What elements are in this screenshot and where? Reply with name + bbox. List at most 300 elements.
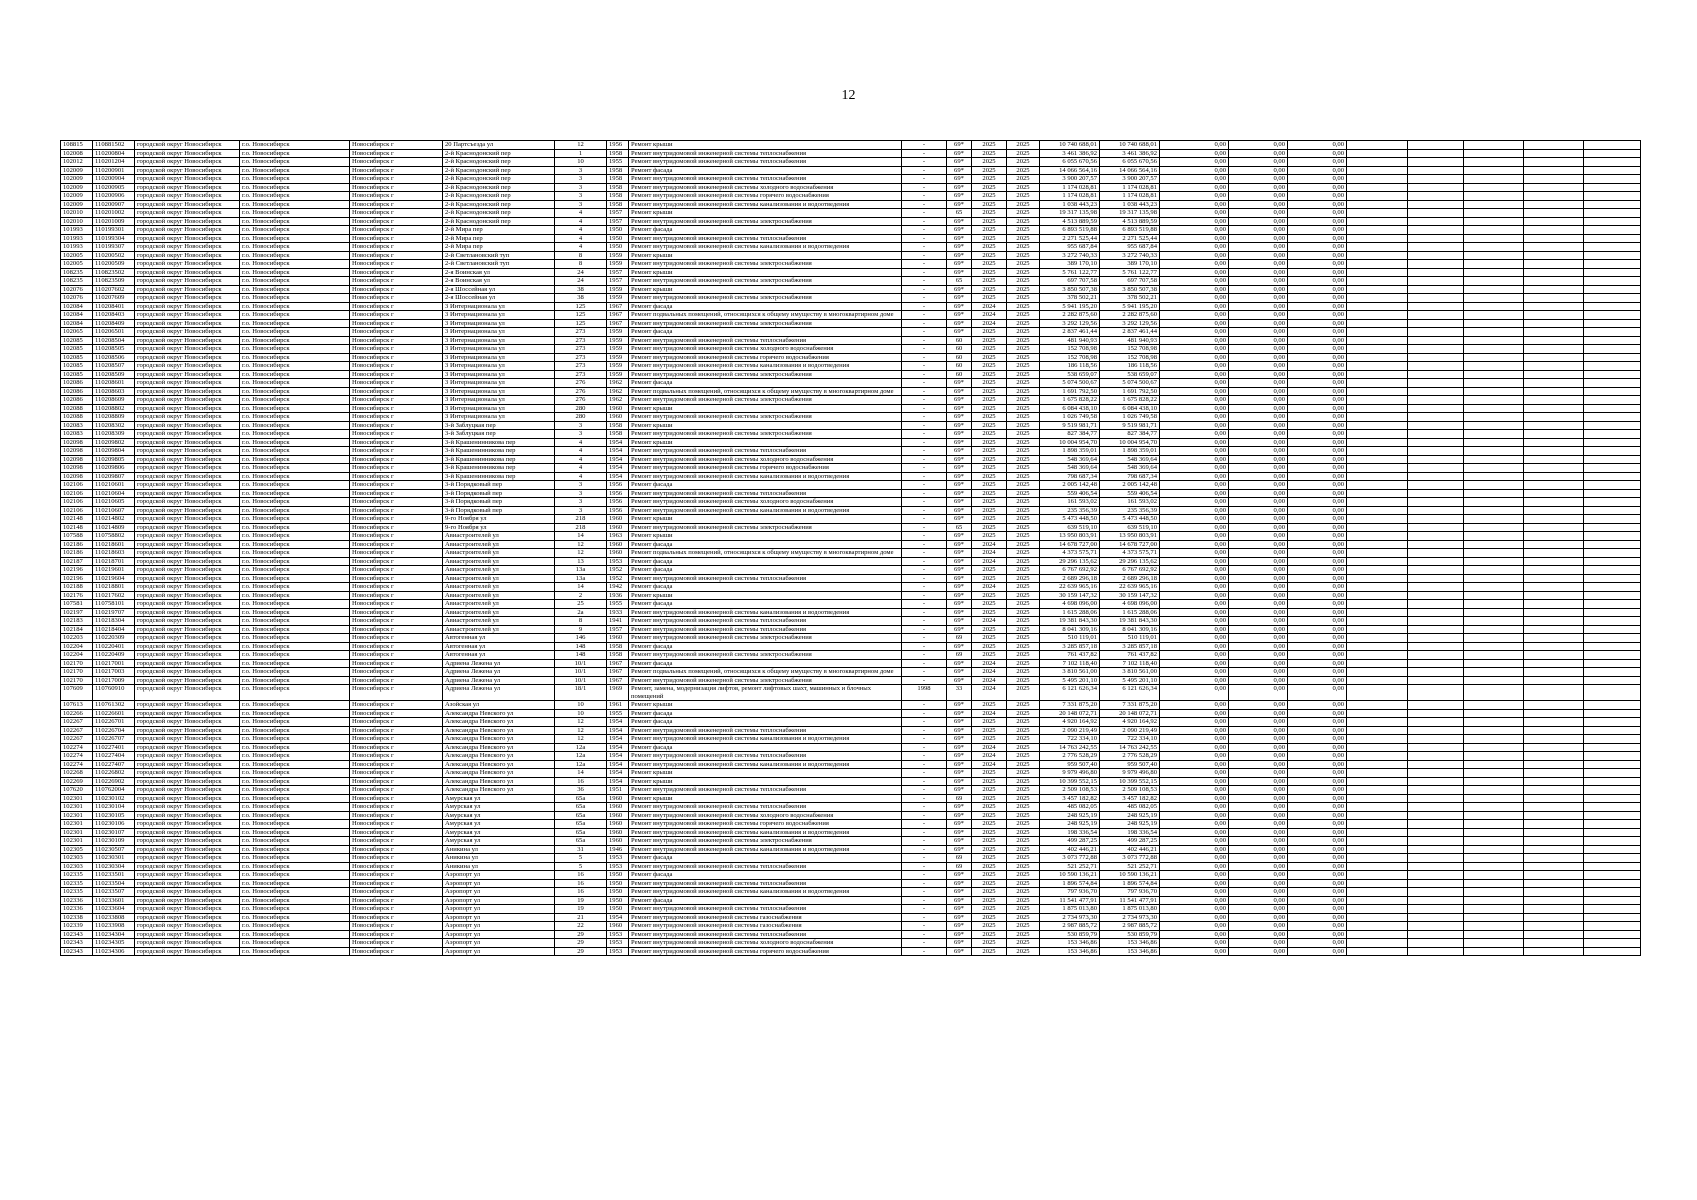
cell-year-built: 1960 (607, 828, 629, 837)
cell-cost-fund: 3 457 182,82 (1100, 794, 1160, 803)
cell-lift-year: - (902, 379, 947, 388)
cell-lift-year: - (902, 676, 947, 685)
cell-year-built: 1958 (607, 651, 629, 660)
cell-wear-percent: 69* (947, 574, 972, 583)
cell-work-id: 110226802 (93, 769, 135, 778)
cell-municipality: городской округ Новосибирск (135, 268, 240, 277)
cell-cost-fund: 2 689 296,18 (1100, 574, 1160, 583)
cell-cost-local: 0,00 (1288, 251, 1347, 260)
cell-house-number: 10/1 (555, 676, 607, 685)
cell-cost-regional: 0,00 (1229, 540, 1288, 549)
cell-cost-regional: 0,00 (1229, 345, 1288, 354)
cell-work-type: Ремонт внутридомовой инженерной системы канализования и водоотведения (629, 608, 902, 617)
cell-empty-1 (1347, 166, 1408, 175)
cell-empty-3 (1464, 709, 1524, 718)
cell-empty-4 (1524, 837, 1584, 846)
cell-city: Новосибирск г (350, 175, 443, 184)
cell-year-built: 1967 (607, 311, 629, 320)
cell-work-type: Ремонт фасада (629, 328, 902, 337)
cell-plan-year-end: 2025 (1007, 481, 1040, 490)
cell-cost-federal: 0,00 (1160, 345, 1229, 354)
cell-work-id: 110201009 (93, 217, 135, 226)
cell-year-built: 1950 (607, 888, 629, 897)
cell-house-id: 102336 (61, 896, 93, 905)
cell-empty-3 (1464, 209, 1524, 218)
cell-empty-4 (1524, 811, 1584, 820)
cell-municipality: городской округ Новосибирск (135, 769, 240, 778)
cell-cost-total: 2 509 108,53 (1040, 786, 1100, 795)
cell-street: Автогенная ул (443, 634, 555, 643)
cell-lift-year: - (902, 481, 947, 490)
cell-work-id: 110230507 (93, 845, 135, 854)
cell-work-type: Ремонт фасада (629, 166, 902, 175)
cell-house-id: 102106 (61, 506, 93, 515)
cell-year-built: 1967 (607, 659, 629, 668)
cell-plan-year-end: 2025 (1007, 277, 1040, 286)
cell-cost-fund: 8 041 309,16 (1100, 625, 1160, 634)
cell-empty-3 (1464, 735, 1524, 744)
cell-cost-fund: 6 893 519,88 (1100, 226, 1160, 235)
cell-cost-federal: 0,00 (1160, 709, 1229, 718)
cell-wear-percent: 69* (947, 447, 972, 456)
cell-plan-year-start: 2025 (972, 930, 1007, 939)
cell-cost-regional: 0,00 (1229, 370, 1288, 379)
cell-municipality: городской округ Новосибирск (135, 455, 240, 464)
cell-year-built: 1958 (607, 421, 629, 430)
cell-house-id: 108815 (61, 141, 93, 150)
cell-settlement: г.о. Новосибирск (240, 277, 350, 286)
cell-plan-year-start: 2025 (972, 871, 1007, 880)
cell-street: 3-й Крашенинникова пер (443, 438, 555, 447)
cell-cost-federal: 0,00 (1160, 226, 1229, 235)
cell-empty-2 (1408, 735, 1464, 744)
cell-settlement: г.о. Новосибирск (240, 701, 350, 710)
cell-wear-percent: 69* (947, 149, 972, 158)
cell-settlement: г.о. Новосибирск (240, 319, 350, 328)
cell-empty-4 (1524, 634, 1584, 643)
cell-street: Авиастроителей ул (443, 608, 555, 617)
cell-cost-total: 499 287,25 (1040, 837, 1100, 846)
cell-empty-2 (1408, 549, 1464, 558)
cell-cost-local: 0,00 (1288, 379, 1347, 388)
cell-plan-year-start: 2025 (972, 913, 1007, 922)
cell-empty-5 (1584, 896, 1641, 905)
cell-wear-percent: 65 (947, 209, 972, 218)
cell-house-number: 10 (555, 709, 607, 718)
cell-work-type: Ремонт крыши (629, 251, 902, 260)
cell-settlement: г.о. Новосибирск (240, 387, 350, 396)
cell-empty-4 (1524, 685, 1584, 701)
cell-house-id: 102338 (61, 913, 93, 922)
cell-municipality: городской округ Новосибирск (135, 472, 240, 481)
cell-empty-1 (1347, 769, 1408, 778)
cell-empty-5 (1584, 319, 1641, 328)
cell-wear-percent: 69* (947, 438, 972, 447)
cell-plan-year-start: 2025 (972, 642, 1007, 651)
cell-cost-federal: 0,00 (1160, 166, 1229, 175)
cell-empty-1 (1347, 209, 1408, 218)
cell-plan-year-start: 2025 (972, 251, 1007, 260)
cell-cost-total: 14 066 564,16 (1040, 166, 1100, 175)
cell-empty-2 (1408, 141, 1464, 150)
cell-cost-regional: 0,00 (1229, 379, 1288, 388)
cell-plan-year-start: 2025 (972, 651, 1007, 660)
table-row (61, 268, 1641, 277)
cell-empty-5 (1584, 438, 1641, 447)
cell-street: 2-й Светлановский туп (443, 260, 555, 269)
cell-wear-percent: 69 (947, 634, 972, 643)
cell-empty-2 (1408, 685, 1464, 701)
cell-street: Александра Невского ул (443, 735, 555, 744)
cell-lift-year: - (902, 464, 947, 473)
cell-cost-regional: 0,00 (1229, 319, 1288, 328)
cell-settlement: г.о. Новосибирск (240, 651, 350, 660)
cell-cost-total: 389 170,10 (1040, 260, 1100, 269)
cell-cost-local: 0,00 (1288, 336, 1347, 345)
cell-cost-local: 0,00 (1288, 634, 1347, 643)
cell-empty-5 (1584, 786, 1641, 795)
cell-house-number: 25 (555, 600, 607, 609)
cell-city: Новосибирск г (350, 489, 443, 498)
cell-house-number: 14 (555, 583, 607, 592)
cell-empty-5 (1584, 642, 1641, 651)
cell-cost-federal: 0,00 (1160, 905, 1229, 914)
cell-empty-3 (1464, 413, 1524, 422)
cell-work-id: 110209805 (93, 455, 135, 464)
cell-empty-2 (1408, 888, 1464, 897)
cell-house-id: 102303 (61, 854, 93, 863)
cell-cost-regional: 0,00 (1229, 421, 1288, 430)
cell-year-built: 1954 (607, 735, 629, 744)
cell-cost-regional: 0,00 (1229, 574, 1288, 583)
cell-empty-2 (1408, 370, 1464, 379)
cell-plan-year-end: 2025 (1007, 345, 1040, 354)
cell-empty-5 (1584, 472, 1641, 481)
cell-empty-2 (1408, 430, 1464, 439)
cell-year-built: 1960 (607, 413, 629, 422)
cell-lift-year: - (902, 820, 947, 829)
cell-cost-regional: 0,00 (1229, 489, 1288, 498)
cell-municipality: городской округ Новосибирск (135, 540, 240, 549)
cell-plan-year-end: 2025 (1007, 549, 1040, 558)
cell-municipality: городской округ Новосибирск (135, 175, 240, 184)
cell-cost-regional: 0,00 (1229, 600, 1288, 609)
cell-cost-regional: 0,00 (1229, 260, 1288, 269)
cell-cost-regional: 0,00 (1229, 837, 1288, 846)
cell-cost-total: 3 272 740,33 (1040, 251, 1100, 260)
cell-cost-local: 0,00 (1288, 651, 1347, 660)
cell-cost-local: 0,00 (1288, 591, 1347, 600)
cell-year-built: 1960 (607, 820, 629, 829)
cell-city: Новосибирск г (350, 837, 443, 846)
cell-plan-year-end: 2025 (1007, 777, 1040, 786)
cell-cost-fund: 3 900 207,57 (1100, 175, 1160, 184)
cell-empty-3 (1464, 608, 1524, 617)
cell-empty-5 (1584, 735, 1641, 744)
cell-cost-fund: 559 406,54 (1100, 489, 1160, 498)
cell-empty-4 (1524, 285, 1584, 294)
cell-municipality: городской округ Новосибирск (135, 379, 240, 388)
cell-plan-year-start: 2025 (972, 455, 1007, 464)
cell-lift-year: - (902, 251, 947, 260)
cell-empty-2 (1408, 166, 1464, 175)
table-row (61, 430, 1641, 439)
cell-house-number: 273 (555, 370, 607, 379)
cell-empty-2 (1408, 421, 1464, 430)
cell-cost-total: 798 687,34 (1040, 472, 1100, 481)
cell-work-id: 110230109 (93, 837, 135, 846)
cell-city: Новосибирск г (350, 455, 443, 464)
cell-empty-1 (1347, 404, 1408, 413)
cell-empty-2 (1408, 515, 1464, 524)
cell-cost-fund: 14 678 727,00 (1100, 540, 1160, 549)
cell-empty-3 (1464, 566, 1524, 575)
cell-plan-year-start: 2025 (972, 404, 1007, 413)
cell-city: Новосибирск г (350, 413, 443, 422)
cell-lift-year: - (902, 353, 947, 362)
cell-lift-year: - (902, 200, 947, 209)
cell-cost-federal: 0,00 (1160, 353, 1229, 362)
cell-lift-year: - (902, 947, 947, 956)
cell-year-built: 1954 (607, 743, 629, 752)
cell-street: Александра Невского ул (443, 786, 555, 795)
cell-empty-2 (1408, 871, 1464, 880)
cell-settlement: г.о. Новосибирск (240, 268, 350, 277)
cell-house-number: 10 (555, 701, 607, 710)
cell-work-id: 110220309 (93, 634, 135, 643)
cell-house-number: 2 (555, 591, 607, 600)
cell-house-number: 29 (555, 930, 607, 939)
cell-cost-local: 0,00 (1288, 685, 1347, 701)
cell-cost-federal: 0,00 (1160, 685, 1229, 701)
cell-house-number: 12а (555, 743, 607, 752)
cell-year-built: 1950 (607, 234, 629, 243)
cell-cost-total: 2 776 528,29 (1040, 752, 1100, 761)
cell-plan-year-start: 2025 (972, 523, 1007, 532)
cell-empty-2 (1408, 600, 1464, 609)
cell-wear-percent: 69* (947, 421, 972, 430)
cell-lift-year: - (902, 930, 947, 939)
cell-wear-percent: 69* (947, 472, 972, 481)
cell-plan-year-end: 2025 (1007, 947, 1040, 956)
cell-municipality: городской округ Новосибирск (135, 828, 240, 837)
cell-empty-4 (1524, 506, 1584, 515)
cell-work-type: Ремонт фасада (629, 557, 902, 566)
cell-year-built: 1962 (607, 396, 629, 405)
cell-city: Новосибирск г (350, 549, 443, 558)
cell-cost-local: 0,00 (1288, 676, 1347, 685)
cell-cost-local: 0,00 (1288, 532, 1347, 541)
cell-wear-percent: 69* (947, 413, 972, 422)
cell-year-built: 1958 (607, 183, 629, 192)
cell-street: 3 Интернационала ул (443, 370, 555, 379)
cell-work-id: 110208506 (93, 353, 135, 362)
cell-year-built: 1953 (607, 930, 629, 939)
cell-empty-1 (1347, 896, 1408, 905)
cell-cost-total: 2 282 875,60 (1040, 311, 1100, 320)
cell-city: Новосибирск г (350, 523, 443, 532)
cell-cost-total: 20 148 072,71 (1040, 709, 1100, 718)
cell-work-id: 110200906 (93, 192, 135, 201)
cell-city: Новосибирск г (350, 141, 443, 150)
cell-work-id: 110760910 (93, 685, 135, 701)
cell-cost-regional: 0,00 (1229, 947, 1288, 956)
cell-plan-year-end: 2025 (1007, 939, 1040, 948)
cell-empty-1 (1347, 200, 1408, 209)
cell-empty-4 (1524, 769, 1584, 778)
cell-wear-percent: 69* (947, 786, 972, 795)
cell-cost-fund: 10 590 136,21 (1100, 871, 1160, 880)
cell-city: Новосибирск г (350, 464, 443, 473)
cell-work-type: Ремонт внутридомовой инженерной системы теплоснабжения (629, 158, 902, 167)
cell-work-id: 110208609 (93, 396, 135, 405)
cell-cost-local: 0,00 (1288, 200, 1347, 209)
cell-empty-3 (1464, 268, 1524, 277)
cell-plan-year-start: 2025 (972, 464, 1007, 473)
cell-cost-regional: 0,00 (1229, 743, 1288, 752)
cell-empty-5 (1584, 905, 1641, 914)
cell-empty-3 (1464, 642, 1524, 651)
cell-lift-year: - (902, 549, 947, 558)
cell-empty-5 (1584, 760, 1641, 769)
cell-plan-year-start: 2025 (972, 268, 1007, 277)
cell-empty-3 (1464, 760, 1524, 769)
table-row (61, 617, 1641, 626)
cell-cost-local: 0,00 (1288, 557, 1347, 566)
cell-street: 2-й Краснодонский пер (443, 149, 555, 158)
cell-work-type: Ремонт внутридомовой инженерной системы электроснабжения (629, 430, 902, 439)
cell-empty-5 (1584, 540, 1641, 549)
cell-cost-federal: 0,00 (1160, 939, 1229, 948)
cell-empty-2 (1408, 302, 1464, 311)
cell-house-id: 102301 (61, 811, 93, 820)
cell-lift-year: - (902, 668, 947, 677)
cell-plan-year-end: 2025 (1007, 251, 1040, 260)
cell-cost-local: 0,00 (1288, 234, 1347, 243)
cell-empty-5 (1584, 175, 1641, 184)
cell-empty-3 (1464, 192, 1524, 201)
table-row (61, 226, 1641, 235)
cell-lift-year: - (902, 617, 947, 626)
cell-plan-year-start: 2025 (972, 387, 1007, 396)
cell-cost-regional: 0,00 (1229, 769, 1288, 778)
cell-empty-4 (1524, 209, 1584, 218)
cell-city: Новосибирск г (350, 396, 443, 405)
cell-municipality: городской округ Новосибирск (135, 192, 240, 201)
cell-city: Новосибирск г (350, 896, 443, 905)
cell-cost-local: 0,00 (1288, 209, 1347, 218)
cell-street: Аникина ул (443, 845, 555, 854)
cell-cost-regional: 0,00 (1229, 532, 1288, 541)
cell-cost-fund: 19 381 843,30 (1100, 617, 1160, 626)
cell-house-id: 101993 (61, 243, 93, 252)
cell-lift-year: - (902, 506, 947, 515)
cell-cost-fund: 5 473 448,50 (1100, 515, 1160, 524)
cell-empty-1 (1347, 871, 1408, 880)
cell-work-type: Ремонт внутридомовой инженерной системы теплоснабжения (629, 752, 902, 761)
cell-settlement: г.о. Новосибирск (240, 659, 350, 668)
cell-empty-5 (1584, 523, 1641, 532)
cell-wear-percent: 69* (947, 583, 972, 592)
cell-cost-regional: 0,00 (1229, 905, 1288, 914)
cell-house-id: 102301 (61, 837, 93, 846)
cell-city: Новосибирск г (350, 709, 443, 718)
cell-settlement: г.о. Новосибирск (240, 549, 350, 558)
cell-empty-1 (1347, 141, 1408, 150)
cell-plan-year-end: 2025 (1007, 726, 1040, 735)
cell-plan-year-start: 2025 (972, 192, 1007, 201)
cell-cost-federal: 0,00 (1160, 888, 1229, 897)
cell-empty-3 (1464, 158, 1524, 167)
cell-settlement: г.о. Новосибирск (240, 735, 350, 744)
cell-empty-5 (1584, 947, 1641, 956)
cell-empty-2 (1408, 404, 1464, 413)
cell-cost-federal: 0,00 (1160, 786, 1229, 795)
cell-work-id: 110214802 (93, 515, 135, 524)
cell-empty-5 (1584, 634, 1641, 643)
cell-cost-federal: 0,00 (1160, 234, 1229, 243)
cell-wear-percent: 69 (947, 862, 972, 871)
cell-house-number: 280 (555, 404, 607, 413)
cell-empty-3 (1464, 464, 1524, 473)
cell-work-type: Ремонт крыши (629, 141, 902, 150)
cell-city: Новосибирск г (350, 183, 443, 192)
cell-empty-1 (1347, 260, 1408, 269)
cell-settlement: г.о. Новосибирск (240, 336, 350, 345)
cell-plan-year-start: 2024 (972, 752, 1007, 761)
cell-cost-federal: 0,00 (1160, 192, 1229, 201)
cell-city: Новосибирск г (350, 566, 443, 575)
cell-cost-local: 0,00 (1288, 811, 1347, 820)
cell-year-built: 1959 (607, 362, 629, 371)
cell-empty-3 (1464, 472, 1524, 481)
cell-empty-5 (1584, 625, 1641, 634)
cell-cost-fund: 2 282 875,60 (1100, 311, 1160, 320)
cell-work-id: 110217009 (93, 676, 135, 685)
cell-cost-federal: 0,00 (1160, 574, 1229, 583)
cell-empty-1 (1347, 413, 1408, 422)
cell-year-built: 1954 (607, 769, 629, 778)
cell-house-number: 16 (555, 879, 607, 888)
cell-house-id: 102343 (61, 930, 93, 939)
cell-empty-2 (1408, 447, 1464, 456)
cell-house-id: 102187 (61, 557, 93, 566)
cell-cost-federal: 0,00 (1160, 268, 1229, 277)
cell-empty-2 (1408, 760, 1464, 769)
table-row (61, 209, 1641, 218)
cell-work-id: 110233604 (93, 905, 135, 914)
cell-work-type: Ремонт внутридомовой инженерной системы теплоснабжения (629, 905, 902, 914)
cell-municipality: городской округ Новосибирск (135, 166, 240, 175)
cell-city: Новосибирск г (350, 888, 443, 897)
cell-settlement: г.о. Новосибирск (240, 913, 350, 922)
cell-cost-total: 559 406,54 (1040, 489, 1100, 498)
cell-work-type: Ремонт подвальных помещений, относящихся к общему имуществу в многоквартирном доме (629, 311, 902, 320)
cell-street: 3-й Заблуцкая пер (443, 421, 555, 430)
cell-municipality: городской округ Новосибирск (135, 302, 240, 311)
cell-municipality: городской округ Новосибирск (135, 642, 240, 651)
cell-work-type: Ремонт внутридомовой инженерной системы теплоснабжения (629, 574, 902, 583)
cell-street: 3-й Крашенинникова пер (443, 472, 555, 481)
cell-work-id: 110230105 (93, 811, 135, 820)
cell-work-type: Ремонт крыши (629, 701, 902, 710)
cell-plan-year-end: 2025 (1007, 718, 1040, 727)
cell-cost-federal: 0,00 (1160, 319, 1229, 328)
cell-empty-3 (1464, 617, 1524, 626)
cell-house-id: 107588 (61, 532, 93, 541)
cell-plan-year-start: 2025 (972, 328, 1007, 337)
cell-plan-year-end: 2025 (1007, 285, 1040, 294)
